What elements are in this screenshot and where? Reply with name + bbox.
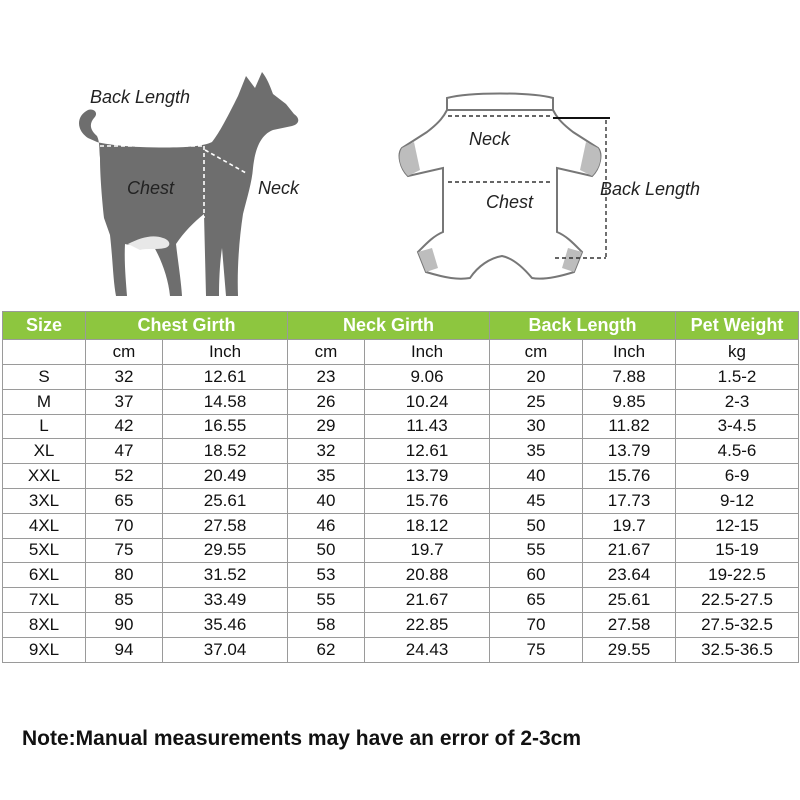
value-cell: 45 — [490, 488, 583, 513]
size-cell: 5XL — [3, 538, 86, 563]
value-cell: 27.5-32.5 — [676, 612, 799, 637]
size-chart-table — [2, 311, 799, 663]
size-cell: 7XL — [3, 588, 86, 613]
value-cell: 47 — [86, 439, 163, 464]
value-cell: 32 — [86, 365, 163, 390]
size-cell: 4XL — [3, 513, 86, 538]
value-cell: 12-15 — [676, 513, 799, 538]
unit-cell: cm — [288, 340, 365, 365]
size-cell: XXL — [3, 464, 86, 489]
units-row — [3, 340, 799, 365]
garment-neck-label: Neck — [469, 129, 511, 149]
size-cell: XL — [3, 439, 86, 464]
value-cell: 35.46 — [163, 612, 288, 637]
unit-cell: Inch — [163, 340, 288, 365]
table-row — [3, 414, 799, 439]
value-cell: 21.67 — [583, 538, 676, 563]
value-cell: 29.55 — [583, 637, 676, 662]
garment-chest-label: Chest — [486, 192, 534, 212]
value-cell: 25 — [490, 389, 583, 414]
value-cell: 2-3 — [676, 389, 799, 414]
value-cell: 55 — [288, 588, 365, 613]
unit-cell: cm — [490, 340, 583, 365]
value-cell: 30 — [490, 414, 583, 439]
value-cell: 19-22.5 — [676, 563, 799, 588]
value-cell: 70 — [86, 513, 163, 538]
value-cell: 60 — [490, 563, 583, 588]
dog-chest-label: Chest — [127, 178, 175, 198]
value-cell: 24.43 — [365, 637, 490, 662]
units-size-blank — [3, 340, 86, 365]
value-cell: 70 — [490, 612, 583, 637]
table-row — [3, 637, 799, 662]
header-pet-weight: Pet Weight — [676, 312, 799, 340]
value-cell: 15.76 — [365, 488, 490, 513]
table-row — [3, 389, 799, 414]
header-chest-girth: Chest Girth — [86, 312, 288, 340]
value-cell: 27.58 — [583, 612, 676, 637]
value-cell: 11.43 — [365, 414, 490, 439]
value-cell: 62 — [288, 637, 365, 662]
illustration-svg — [0, 0, 800, 305]
value-cell: 19.7 — [583, 513, 676, 538]
value-cell: 90 — [86, 612, 163, 637]
table-row — [3, 563, 799, 588]
value-cell: 53 — [288, 563, 365, 588]
value-cell: 15-19 — [676, 538, 799, 563]
value-cell: 7.88 — [583, 365, 676, 390]
value-cell: 35 — [490, 439, 583, 464]
value-cell: 55 — [490, 538, 583, 563]
value-cell: 9-12 — [676, 488, 799, 513]
header-neck-girth: Neck Girth — [288, 312, 490, 340]
value-cell: 12.61 — [163, 365, 288, 390]
value-cell: 32 — [288, 439, 365, 464]
value-cell: 22.85 — [365, 612, 490, 637]
value-cell: 13.79 — [583, 439, 676, 464]
value-cell: 32.5-36.5 — [676, 637, 799, 662]
value-cell: 33.49 — [163, 588, 288, 613]
size-rows — [3, 365, 799, 663]
table-row — [3, 612, 799, 637]
value-cell: 94 — [86, 637, 163, 662]
value-cell: 58 — [288, 612, 365, 637]
table-row — [3, 513, 799, 538]
value-cell: 23.64 — [583, 563, 676, 588]
value-cell: 21.67 — [365, 588, 490, 613]
value-cell: 50 — [490, 513, 583, 538]
value-cell: 20 — [490, 365, 583, 390]
value-cell: 40 — [490, 464, 583, 489]
size-cell: 3XL — [3, 488, 86, 513]
measurement-illustration — [0, 0, 800, 305]
value-cell: 18.52 — [163, 439, 288, 464]
value-cell: 20.88 — [365, 563, 490, 588]
value-cell: 27.58 — [163, 513, 288, 538]
size-cell: 9XL — [3, 637, 86, 662]
value-cell: 40 — [288, 488, 365, 513]
size-cell: S — [3, 365, 86, 390]
value-cell: 75 — [490, 637, 583, 662]
header-row — [3, 312, 799, 340]
table-row — [3, 365, 799, 390]
value-cell: 18.12 — [365, 513, 490, 538]
table-row — [3, 538, 799, 563]
value-cell: 80 — [86, 563, 163, 588]
value-cell: 25.61 — [163, 488, 288, 513]
value-cell: 31.52 — [163, 563, 288, 588]
value-cell: 11.82 — [583, 414, 676, 439]
value-cell: 42 — [86, 414, 163, 439]
value-cell: 85 — [86, 588, 163, 613]
value-cell: 29.55 — [163, 538, 288, 563]
value-cell: 26 — [288, 389, 365, 414]
value-cell: 23 — [288, 365, 365, 390]
value-cell: 37 — [86, 389, 163, 414]
value-cell: 9.85 — [583, 389, 676, 414]
value-cell: 17.73 — [583, 488, 676, 513]
value-cell: 46 — [288, 513, 365, 538]
value-cell: 65 — [86, 488, 163, 513]
table-row — [3, 439, 799, 464]
table-row — [3, 588, 799, 613]
value-cell: 1.5-2 — [676, 365, 799, 390]
value-cell: 6-9 — [676, 464, 799, 489]
value-cell: 29 — [288, 414, 365, 439]
unit-cell: kg — [676, 340, 799, 365]
value-cell: 65 — [490, 588, 583, 613]
value-cell: 13.79 — [365, 464, 490, 489]
dog-neck-label: Neck — [258, 178, 300, 198]
table-row — [3, 464, 799, 489]
value-cell: 19.7 — [365, 538, 490, 563]
value-cell: 10.24 — [365, 389, 490, 414]
value-cell: 25.61 — [583, 588, 676, 613]
value-cell: 52 — [86, 464, 163, 489]
unit-cell: Inch — [365, 340, 490, 365]
unit-cell: cm — [86, 340, 163, 365]
dog-back-length-label: Back Length — [90, 87, 191, 107]
value-cell: 4.5-6 — [676, 439, 799, 464]
size-cell: L — [3, 414, 86, 439]
header-size: Size — [3, 312, 86, 340]
value-cell: 35 — [288, 464, 365, 489]
size-cell: 8XL — [3, 612, 86, 637]
value-cell: 37.04 — [163, 637, 288, 662]
unit-cell: Inch — [583, 340, 676, 365]
value-cell: 16.55 — [163, 414, 288, 439]
table-row — [3, 488, 799, 513]
garment-back-length-label: Back Length — [600, 179, 701, 199]
value-cell: 14.58 — [163, 389, 288, 414]
value-cell: 3-4.5 — [676, 414, 799, 439]
header-back-length: Back Length — [490, 312, 676, 340]
value-cell: 15.76 — [583, 464, 676, 489]
value-cell: 12.61 — [365, 439, 490, 464]
size-cell: M — [3, 389, 86, 414]
value-cell: 50 — [288, 538, 365, 563]
value-cell: 20.49 — [163, 464, 288, 489]
value-cell: 22.5-27.5 — [676, 588, 799, 613]
value-cell: 9.06 — [365, 365, 490, 390]
value-cell: 75 — [86, 538, 163, 563]
size-cell: 6XL — [3, 563, 86, 588]
measurement-note: Note:Manual measurements may have an error of 2-3cm — [22, 727, 582, 750]
